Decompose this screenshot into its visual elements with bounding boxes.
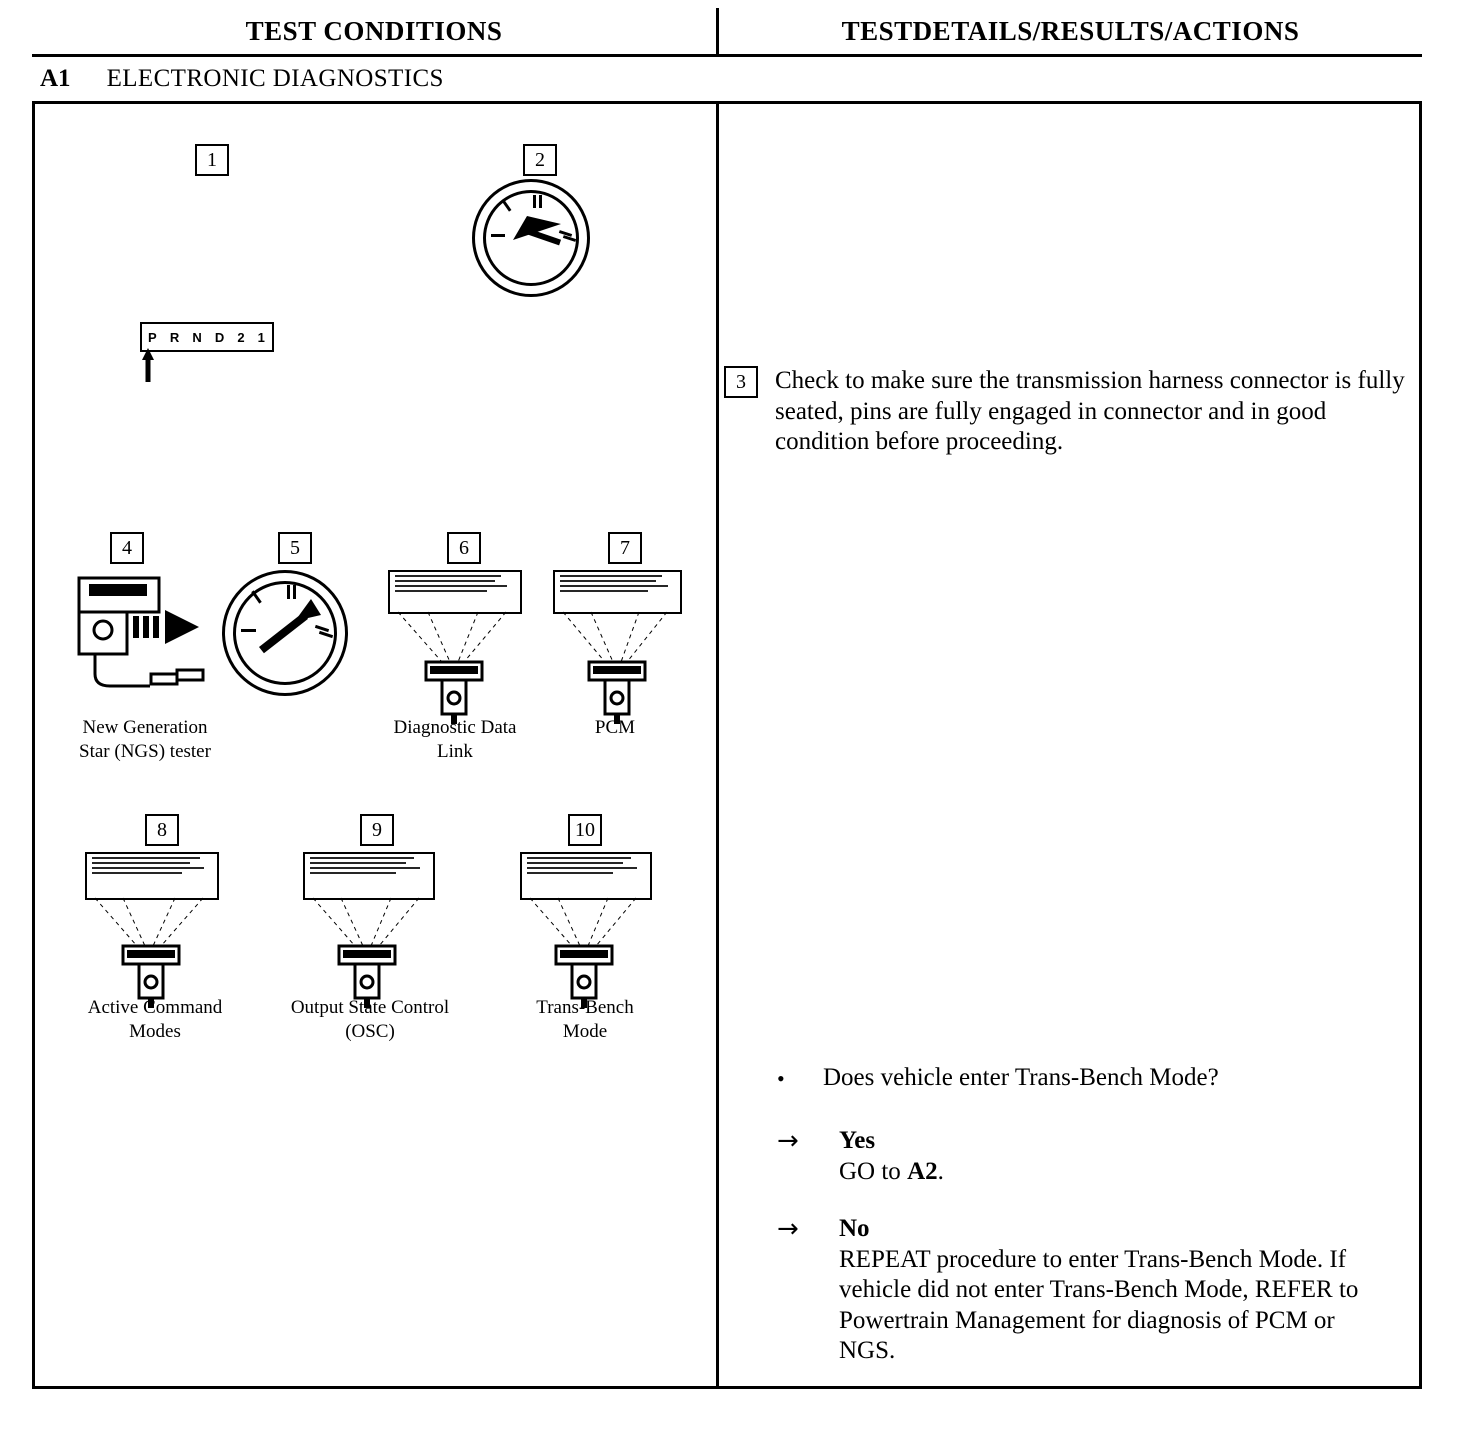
screen-display-osc xyxy=(303,852,435,900)
arrow-icon-yes: → xyxy=(777,1126,799,1156)
gear-label-r: R xyxy=(169,329,181,345)
caption-tbm-line2: Mode xyxy=(562,1020,608,1042)
caption-ddl-line2: Link xyxy=(437,740,473,762)
section-title-row xyxy=(32,57,1422,104)
ignition-switch-icon xyxy=(472,179,590,297)
ngs-tester-icon xyxy=(55,570,215,702)
step-3-text: Check to make sure the transmission harness connector is fully seated, pins are fully engaged in connector and in good condition before proceeding. xyxy=(775,367,1405,455)
ignition-switch-icon-2 xyxy=(222,570,348,696)
gear-label-n: N xyxy=(192,329,203,345)
callout-2: 2 xyxy=(523,144,557,176)
screen-display-ddl xyxy=(388,570,522,614)
gear-label-1: 1 xyxy=(257,329,266,345)
answer-yes-text xyxy=(839,1157,1397,1188)
section-code: A1 xyxy=(40,65,71,92)
caption-osc-line2: (OSC) xyxy=(345,1020,395,1042)
callout-1: 1 xyxy=(195,144,229,176)
gear-label-2: 2 xyxy=(237,329,246,345)
caption-tbm-line1: Trans-Bench xyxy=(536,997,634,1018)
callout-9: 9 xyxy=(360,814,394,846)
header-test-conditions: TEST CONDITIONS xyxy=(32,8,719,54)
caption-active-command-modes xyxy=(60,996,250,1044)
caption-ngs-tester xyxy=(35,716,255,764)
caption-ngs-line2: Star (NGS) tester xyxy=(79,740,211,762)
caption-ngs-line1: New Generation xyxy=(82,717,208,738)
screen-display-pcm xyxy=(553,570,682,614)
screen-display-tbm xyxy=(520,852,652,900)
arrow-icon-no: → xyxy=(777,1214,799,1244)
answer-no-label: No xyxy=(839,1215,870,1242)
callout-7: 7 xyxy=(608,532,642,564)
answer-yes-pre: GO to xyxy=(839,1157,908,1185)
caption-ddl xyxy=(365,716,545,764)
caption-pcm: PCM xyxy=(594,717,636,738)
caption-acm-line2: Modes xyxy=(129,1020,181,1042)
answer-no xyxy=(777,1214,1397,1367)
test-details-column xyxy=(719,104,1419,1386)
table-body xyxy=(32,104,1422,1389)
gear-label-p: P xyxy=(148,329,158,345)
caption-trans-bench-mode xyxy=(505,996,665,1044)
gear-pointer-icon xyxy=(135,348,165,384)
table-header-row xyxy=(32,8,1422,57)
page-title: ELECTRONIC DIAGNOSTICS xyxy=(106,65,444,92)
question-row xyxy=(777,1064,1397,1092)
header-test-details: TESTDETAILS/RESULTS/ACTIONS xyxy=(841,15,1300,46)
callout-10: 10 xyxy=(568,814,602,846)
caption-acm-line1: Active Command xyxy=(87,997,223,1018)
caption-osc-line1: Output State Control xyxy=(290,997,450,1018)
callout-4: 4 xyxy=(110,532,144,564)
callout-5: 5 xyxy=(278,532,312,564)
caption-ddl-line1: Diagnostic Data xyxy=(393,717,517,738)
screen-display-acm xyxy=(85,852,219,900)
caption-output-state-control xyxy=(265,996,475,1044)
answer-yes-post: . xyxy=(937,1157,944,1185)
answer-yes xyxy=(777,1126,1397,1187)
callout-6: 6 xyxy=(447,532,481,564)
question-text: Does vehicle enter Trans-Bench Mode? xyxy=(823,1064,1219,1091)
callout-8: 8 xyxy=(145,814,179,846)
test-conditions-column xyxy=(35,104,719,1386)
answer-yes-bold: A2 xyxy=(907,1157,938,1185)
gear-label-d: D xyxy=(214,329,226,345)
answer-yes-label: Yes xyxy=(839,1127,876,1154)
callout-3: 3 xyxy=(724,366,758,398)
diagnostic-page xyxy=(32,8,1422,1388)
answer-no-text: REPEAT procedure to enter Trans-Bench Mode. If vehicle did not enter Trans-Bench Mode, REFER to Powertrain Management for diagnosis of PCM or NGS. xyxy=(839,1245,1359,1364)
bullet-icon: • xyxy=(777,1066,785,1091)
